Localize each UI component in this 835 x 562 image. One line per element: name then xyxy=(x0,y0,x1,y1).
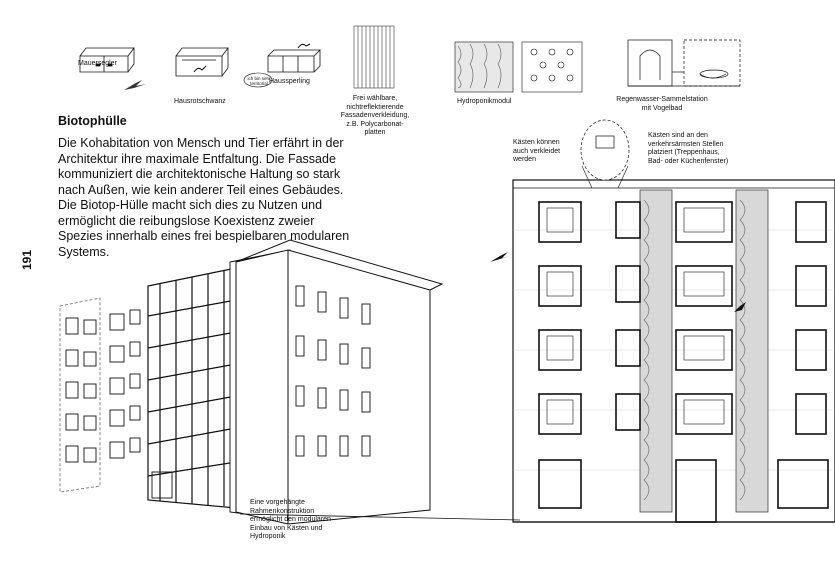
page-number: 191 xyxy=(20,249,34,270)
label-hydroponik: Hydroponikmodul xyxy=(457,98,512,105)
label-hausrotschwanz: Hausrotschwanz xyxy=(174,98,226,105)
label-fassade: Frei wählbare, nichtreflektierende Fassadenverkleidung, z.B. Polycarbonat- platten xyxy=(340,95,410,136)
speech-bubble-text: ich bin sehr territorial xyxy=(247,76,271,86)
section-title: Biotophülle xyxy=(58,114,127,128)
label-rahmenkonstruktion: Eine vorgehängte Rahmenkonstruktion ermöglicht den modularen Einbau von Kästen und Hydroponik xyxy=(250,499,331,540)
flying-bird-icon xyxy=(490,252,510,262)
label-verkleidet: Kästen können auch verkleidet werden xyxy=(513,139,561,163)
label-verkehrsaermste-stellen: Kästen sind an den verkehrsärmsten Stellen platziert (Treppenhaus, Bad- oder Küchenfenster) xyxy=(648,132,729,165)
label-regenwasser: Regenwasser-Sammelstation mit Vogelbad xyxy=(616,96,708,112)
label-mauersegler: Mauersegler xyxy=(78,60,117,67)
body-text: Die Kohabitation von Mensch und Tier erfährt in der Architektur ihre maximale Entfaltung. Die Fassade kommuniziert die architektonische Haltung so stark nach Außen, wie kein anderer Teil eines Gebäudes. Die Biotop-Hülle macht sich dies zu Nutzen und ermöglicht die reibungslose Koexistenz zweier Spezies innerhalb eines frei bespielbaren modularen Systems. xyxy=(58,136,350,259)
label-haussperling: Haussperling xyxy=(269,78,310,85)
detail-magnifier xyxy=(581,120,629,180)
